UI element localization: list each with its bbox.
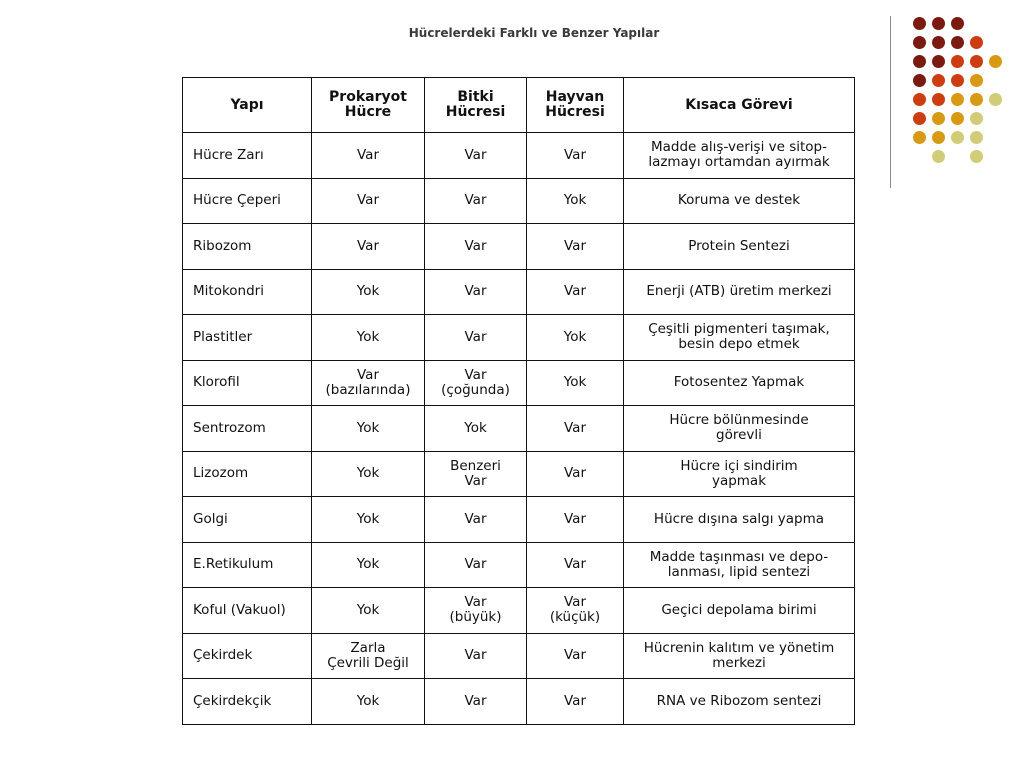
cell-function: Protein Sentezi <box>624 224 855 270</box>
cell-prokaryote: Yok <box>312 679 425 725</box>
cell-animal: Var <box>527 497 624 543</box>
header-structure: Yapı <box>183 78 312 133</box>
cell-structure-name: Lizozom <box>183 451 312 497</box>
cell-structure-name: Klorofil <box>183 360 312 406</box>
decor-dot <box>989 55 1002 68</box>
decor-dot <box>951 74 964 87</box>
decor-dot <box>951 36 964 49</box>
cell-prokaryote: Yok <box>312 406 425 452</box>
cell-prokaryote: Yok <box>312 588 425 634</box>
decorative-dot-pattern <box>910 15 1010 165</box>
cell-prokaryote: Yok <box>312 315 425 361</box>
cell-structure-name: Koful (Vakuol) <box>183 588 312 634</box>
decor-dot <box>970 36 983 49</box>
cell-prokaryote: Yok <box>312 497 425 543</box>
cell-plant: Var <box>425 178 527 224</box>
header-function: Kısaca Görevi <box>624 78 855 133</box>
cell-animal: Var (küçük) <box>527 588 624 634</box>
decor-dot <box>932 150 945 163</box>
cell-structure-name: Ribozom <box>183 224 312 270</box>
cell-animal: Var <box>527 451 624 497</box>
decor-dot <box>913 36 926 49</box>
table-row <box>183 406 855 452</box>
cell-prokaryote: Yok <box>312 542 425 588</box>
cell-prokaryote: Zarla Çevrili Değil <box>312 633 425 679</box>
decor-dot <box>913 93 926 106</box>
cell-function: Hücre bölünmesinde görevli <box>624 406 855 452</box>
cell-structure-name: E.Retikulum <box>183 542 312 588</box>
decor-dot <box>970 131 983 144</box>
decor-dot <box>913 74 926 87</box>
cell-animal: Yok <box>527 178 624 224</box>
cell-animal: Var <box>527 133 624 179</box>
cell-animal: Var <box>527 406 624 452</box>
decor-dot <box>951 93 964 106</box>
decor-dot <box>913 55 926 68</box>
decor-dot <box>951 17 964 30</box>
decor-dot <box>951 112 964 125</box>
cell-plant: Yok <box>425 406 527 452</box>
cell-prokaryote: Var <box>312 133 425 179</box>
cell-structure-name: Hücre Çeperi <box>183 178 312 224</box>
table-row <box>183 588 855 634</box>
table-row <box>183 224 855 270</box>
decor-dot <box>932 131 945 144</box>
table-row <box>183 315 855 361</box>
table-row <box>183 133 855 179</box>
decor-dot <box>932 74 945 87</box>
cell-plant: Var <box>425 633 527 679</box>
cell-function: Çeşitli pigmenteri taşımak, besin depo etmek <box>624 315 855 361</box>
decor-dot <box>970 112 983 125</box>
decor-dot <box>932 36 945 49</box>
decor-dot <box>913 17 926 30</box>
cell-function: Fotosentez Yapmak <box>624 360 855 406</box>
cell-animal: Var <box>527 224 624 270</box>
table-header-row <box>183 78 855 133</box>
cell-prokaryote: Var (bazılarında) <box>312 360 425 406</box>
cell-plant: Var <box>425 542 527 588</box>
cell-plant: Var (çoğunda) <box>425 360 527 406</box>
table-row <box>183 269 855 315</box>
cell-function: Madde taşınması ve depo- lanması, lipid sentezi <box>624 542 855 588</box>
decor-dot <box>913 131 926 144</box>
cell-plant: Benzeri Var <box>425 451 527 497</box>
table-row <box>183 451 855 497</box>
cell-animal: Var <box>527 679 624 725</box>
cell-structure-name: Çekirdekçik <box>183 679 312 725</box>
cell-prokaryote: Var <box>312 178 425 224</box>
cell-structures-table <box>182 77 855 725</box>
cell-plant: Var <box>425 133 527 179</box>
table-row <box>183 497 855 543</box>
cell-function: Koruma ve destek <box>624 178 855 224</box>
table-row <box>183 360 855 406</box>
cell-plant: Var (büyük) <box>425 588 527 634</box>
decor-dot <box>932 55 945 68</box>
cell-plant: Var <box>425 224 527 270</box>
decor-dot <box>970 55 983 68</box>
cell-animal: Yok <box>527 360 624 406</box>
table-row <box>183 542 855 588</box>
cell-structure-name: Golgi <box>183 497 312 543</box>
cell-structure-name: Sentrozom <box>183 406 312 452</box>
decor-dot <box>951 55 964 68</box>
table-row <box>183 178 855 224</box>
header-animal-cell: Hayvan Hücresi <box>527 78 624 133</box>
table-row <box>183 679 855 725</box>
decor-dot <box>970 93 983 106</box>
decor-dot <box>932 17 945 30</box>
cell-plant: Var <box>425 679 527 725</box>
cell-animal: Var <box>527 633 624 679</box>
cell-function: Madde alış-verişi ve sitop- lazmayı ortamdan ayırmak <box>624 133 855 179</box>
cell-animal: Yok <box>527 315 624 361</box>
cell-function: RNA ve Ribozom sentezi <box>624 679 855 725</box>
cell-function: Geçici depolama birimi <box>624 588 855 634</box>
cell-prokaryote: Yok <box>312 269 425 315</box>
cell-plant: Var <box>425 315 527 361</box>
cell-structure-name: Hücre Zarı <box>183 133 312 179</box>
table-row <box>183 633 855 679</box>
decor-dot <box>932 112 945 125</box>
cell-function: Hücre içi sindirim yapmak <box>624 451 855 497</box>
decor-dot <box>989 93 1002 106</box>
cell-structure-name: Mitokondri <box>183 269 312 315</box>
cell-animal: Var <box>527 542 624 588</box>
cell-structure-name: Plastitler <box>183 315 312 361</box>
cell-function: Hücre dışına salgı yapma <box>624 497 855 543</box>
cell-animal: Var <box>527 269 624 315</box>
decor-dot <box>932 93 945 106</box>
cell-prokaryote: Var <box>312 224 425 270</box>
cell-prokaryote: Yok <box>312 451 425 497</box>
decor-dot <box>913 112 926 125</box>
decor-dot <box>951 131 964 144</box>
slide-title: Hücrelerdeki Farklı ve Benzer Yapılar <box>408 26 660 40</box>
cell-function: Enerji (ATB) üretim merkezi <box>624 269 855 315</box>
cell-function: Hücrenin kalıtım ve yönetim merkezi <box>624 633 855 679</box>
decorative-divider <box>890 16 891 188</box>
decor-dot <box>970 150 983 163</box>
decor-dot <box>970 74 983 87</box>
cell-structure-name: Çekirdek <box>183 633 312 679</box>
cell-plant: Var <box>425 497 527 543</box>
cell-plant: Var <box>425 269 527 315</box>
header-prokaryote: Prokaryot Hücre <box>312 78 425 133</box>
header-plant-cell: Bitki Hücresi <box>425 78 527 133</box>
